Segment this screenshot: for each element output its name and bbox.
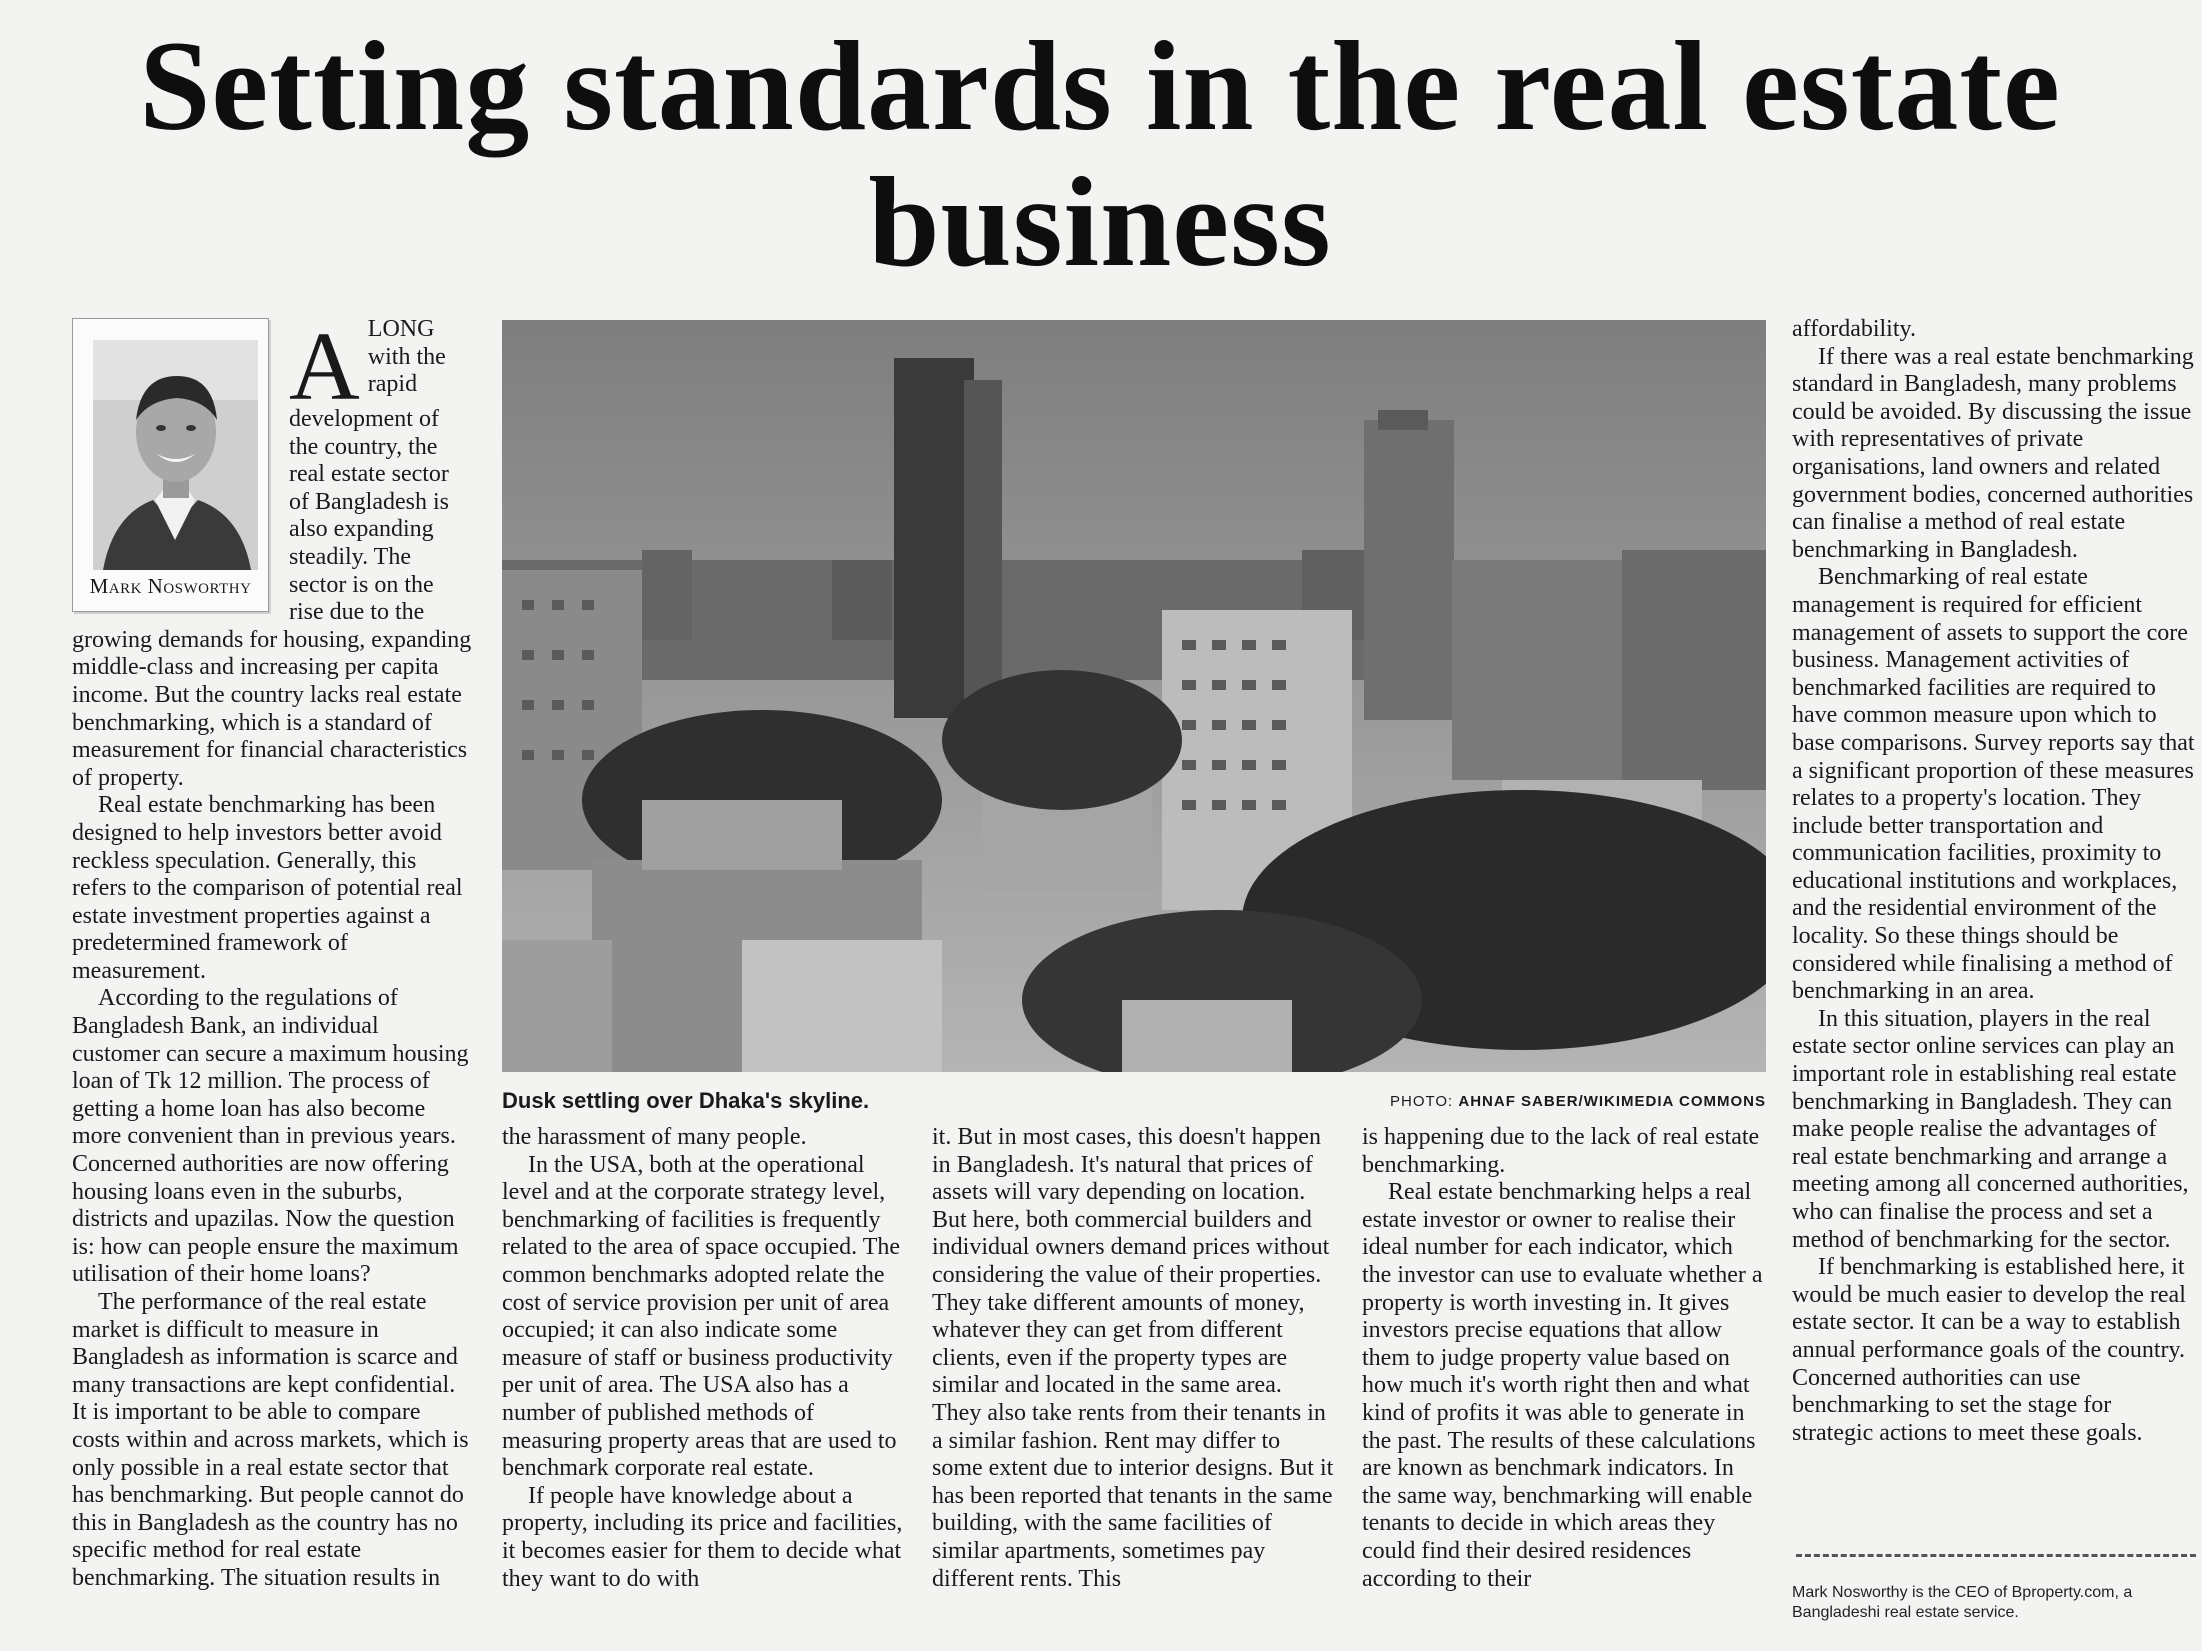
article-column-5 xyxy=(1792,316,2196,1447)
photo-caption: Dusk settling over Dhaka's skyline. xyxy=(502,1088,870,1113)
article-paragraph: the harassment of many people. xyxy=(502,1124,807,1150)
author-box xyxy=(72,318,269,612)
author-bio: Mark Nosworthy is the CEO of Bproperty.com, a Bangladeshi real estate service. xyxy=(1792,1584,2133,1621)
article-paragraph: In this situation, players in the real estate sector online services can play an important role in establishing real estate benchmarking in Bangladesh. They can make people realise the advantages of real estate benchmarking and arrange a meeting among all concerned authorities, who can finalise the process and set a method of benchmarking for the sector. xyxy=(1792,1005,2189,1253)
article-paragraph: Real estate benchmarking helps a real estate investor or owner to realise their ideal number for each indicator, which the investor can use to evaluate whether a property is worth investing in. It gives investors precise equations that allow them to judge property value based on how much it's worth right then and what kind of profits it was able to generate in the past. The results of these calculations are known as benchmark indicators. In the same way, benchmarking will enable tenants to decide in which areas they could find their desired residences according to their xyxy=(1362,1179,1763,1592)
article-column-1 xyxy=(72,313,472,1593)
author-name: Mark Nosworthy xyxy=(89,574,252,599)
author-portrait xyxy=(93,340,258,570)
article-paragraph: If people have knowledge about a property, including its price and facilities, it becomes easier for them to decide what they want to do with xyxy=(502,1482,903,1592)
bio-divider xyxy=(1796,1554,2196,1557)
headline: Setting standards in the real estate business xyxy=(139,15,2061,293)
photo-credit xyxy=(1390,1093,1766,1110)
article-paragraph: According to the regulations of Bangladesh Bank, an individual customer can secure a maximum housing loan of Tk 12 million. The process of getting a home loan has also become more convenient than in previous years. Concerned authorities are now offering housing loans even in the suburbs, districts and upazilas. Now the question is: how can people ensure the maximum utilisation of their home loans? xyxy=(72,985,469,1288)
paragraph-text: with the rapid development of the country, the real estate sector of Bangladesh is also expanding steadily. The sector is on the rise due to the growing demands for housing, expanding middle-class and increasing per capita income. But the country lacks real estate benchmarking, which is a standard of measurement for financial characteristics of property. xyxy=(72,343,472,791)
article-paragraph: it. But in most cases, this doesn't happen in Bangladesh. It's natural that prices of assets will vary depending on location. But here, both commercial builders and individual owners demand prices without considering the value of their properties. They take different amounts of money, whatever they can get from different clients, even if the property types are similar and located in the same area. They also take rents from their tenants in a similar fashion. Rent may differ to some extent due to interior designs. But it has been reported that tenants in the same building, with the same facilities of similar apartments, sometimes pay different rents. This xyxy=(932,1124,1334,1592)
skyline-photo xyxy=(502,320,1766,1072)
dhaka-skyline-image xyxy=(502,320,1766,1072)
article-column-2 xyxy=(502,1124,906,1593)
article-paragraph: affordability. xyxy=(1792,316,1916,342)
article-paragraph: In the USA, both at the operational level and at the corporate strategy level, benchmarking of facilities is frequently related to the area of space occupied. The common benchmarks adopted relate the cost of service provision per unit of area occupied; it can also indicate some measure of staff or business productivity per unit of area. The USA also has a number of published methods of measuring property areas that are used to benchmark corporate real estate. xyxy=(502,1151,901,1482)
article-paragraph: is happening due to the lack of real estate benchmarking. xyxy=(1362,1124,1760,1178)
article-column-4 xyxy=(1362,1124,1766,1593)
article-paragraph: The performance of the real estate market is difficult to measure in Bangladesh as information is scarce and many transactions are kept confidential. It is important to be able to compare costs within and across markets, which is only possible in a real estate sector that has benchmarking. But people cannot do this in Bangladesh as the country has no specific method for real estate benchmarking. The situation results in xyxy=(72,1289,469,1591)
article-paragraph: Benchmarking of real estate management is required for efficient management of assets to support the core business. Management activities of benchmarked facilities are required to have common measure upon which to base comparisons. Survey reports say that a significant proportion of these measures relates to a property's location. They include better transportation and communication facilities, proximity to educational institutions and workplaces, and the residential environment of the locality. So these things should be considered while finalising a method of benchmarking in an area. xyxy=(1792,564,2195,1005)
article-column-3 xyxy=(932,1124,1336,1593)
photo-credit-prefix: PHOTO: xyxy=(1389,1093,1459,1110)
article-paragraph: Real estate benchmarking has been designed to help investors better avoid reckless speculation. Generally, this refers to the comparison of potential real estate investment properties against a predetermined framework of measurement. xyxy=(72,792,463,984)
article-paragraph: If there was a real estate benchmarking standard in Bangladesh, many problems could be avoided. By discussing the issue with representatives of private organisations, land owners and related government bodies, concerned authorities can finalise a method of real estate benchmarking in Bangladesh. xyxy=(1792,343,2194,563)
photo-credit-name: AHNAF SABER/WIKIMEDIA COMMONS xyxy=(1458,1093,1766,1110)
drop-cap: A xyxy=(289,313,360,421)
article-paragraph: If benchmarking is established here, it would be much easier to develop the real estate sector. It can be a way to establish annual performance goals of the country. Concerned authorities can use benchmarking to set the stage for strategic actions to meet these goals. xyxy=(1792,1254,2186,1446)
author-photo xyxy=(93,340,258,570)
lead-word: LONG xyxy=(367,316,435,342)
